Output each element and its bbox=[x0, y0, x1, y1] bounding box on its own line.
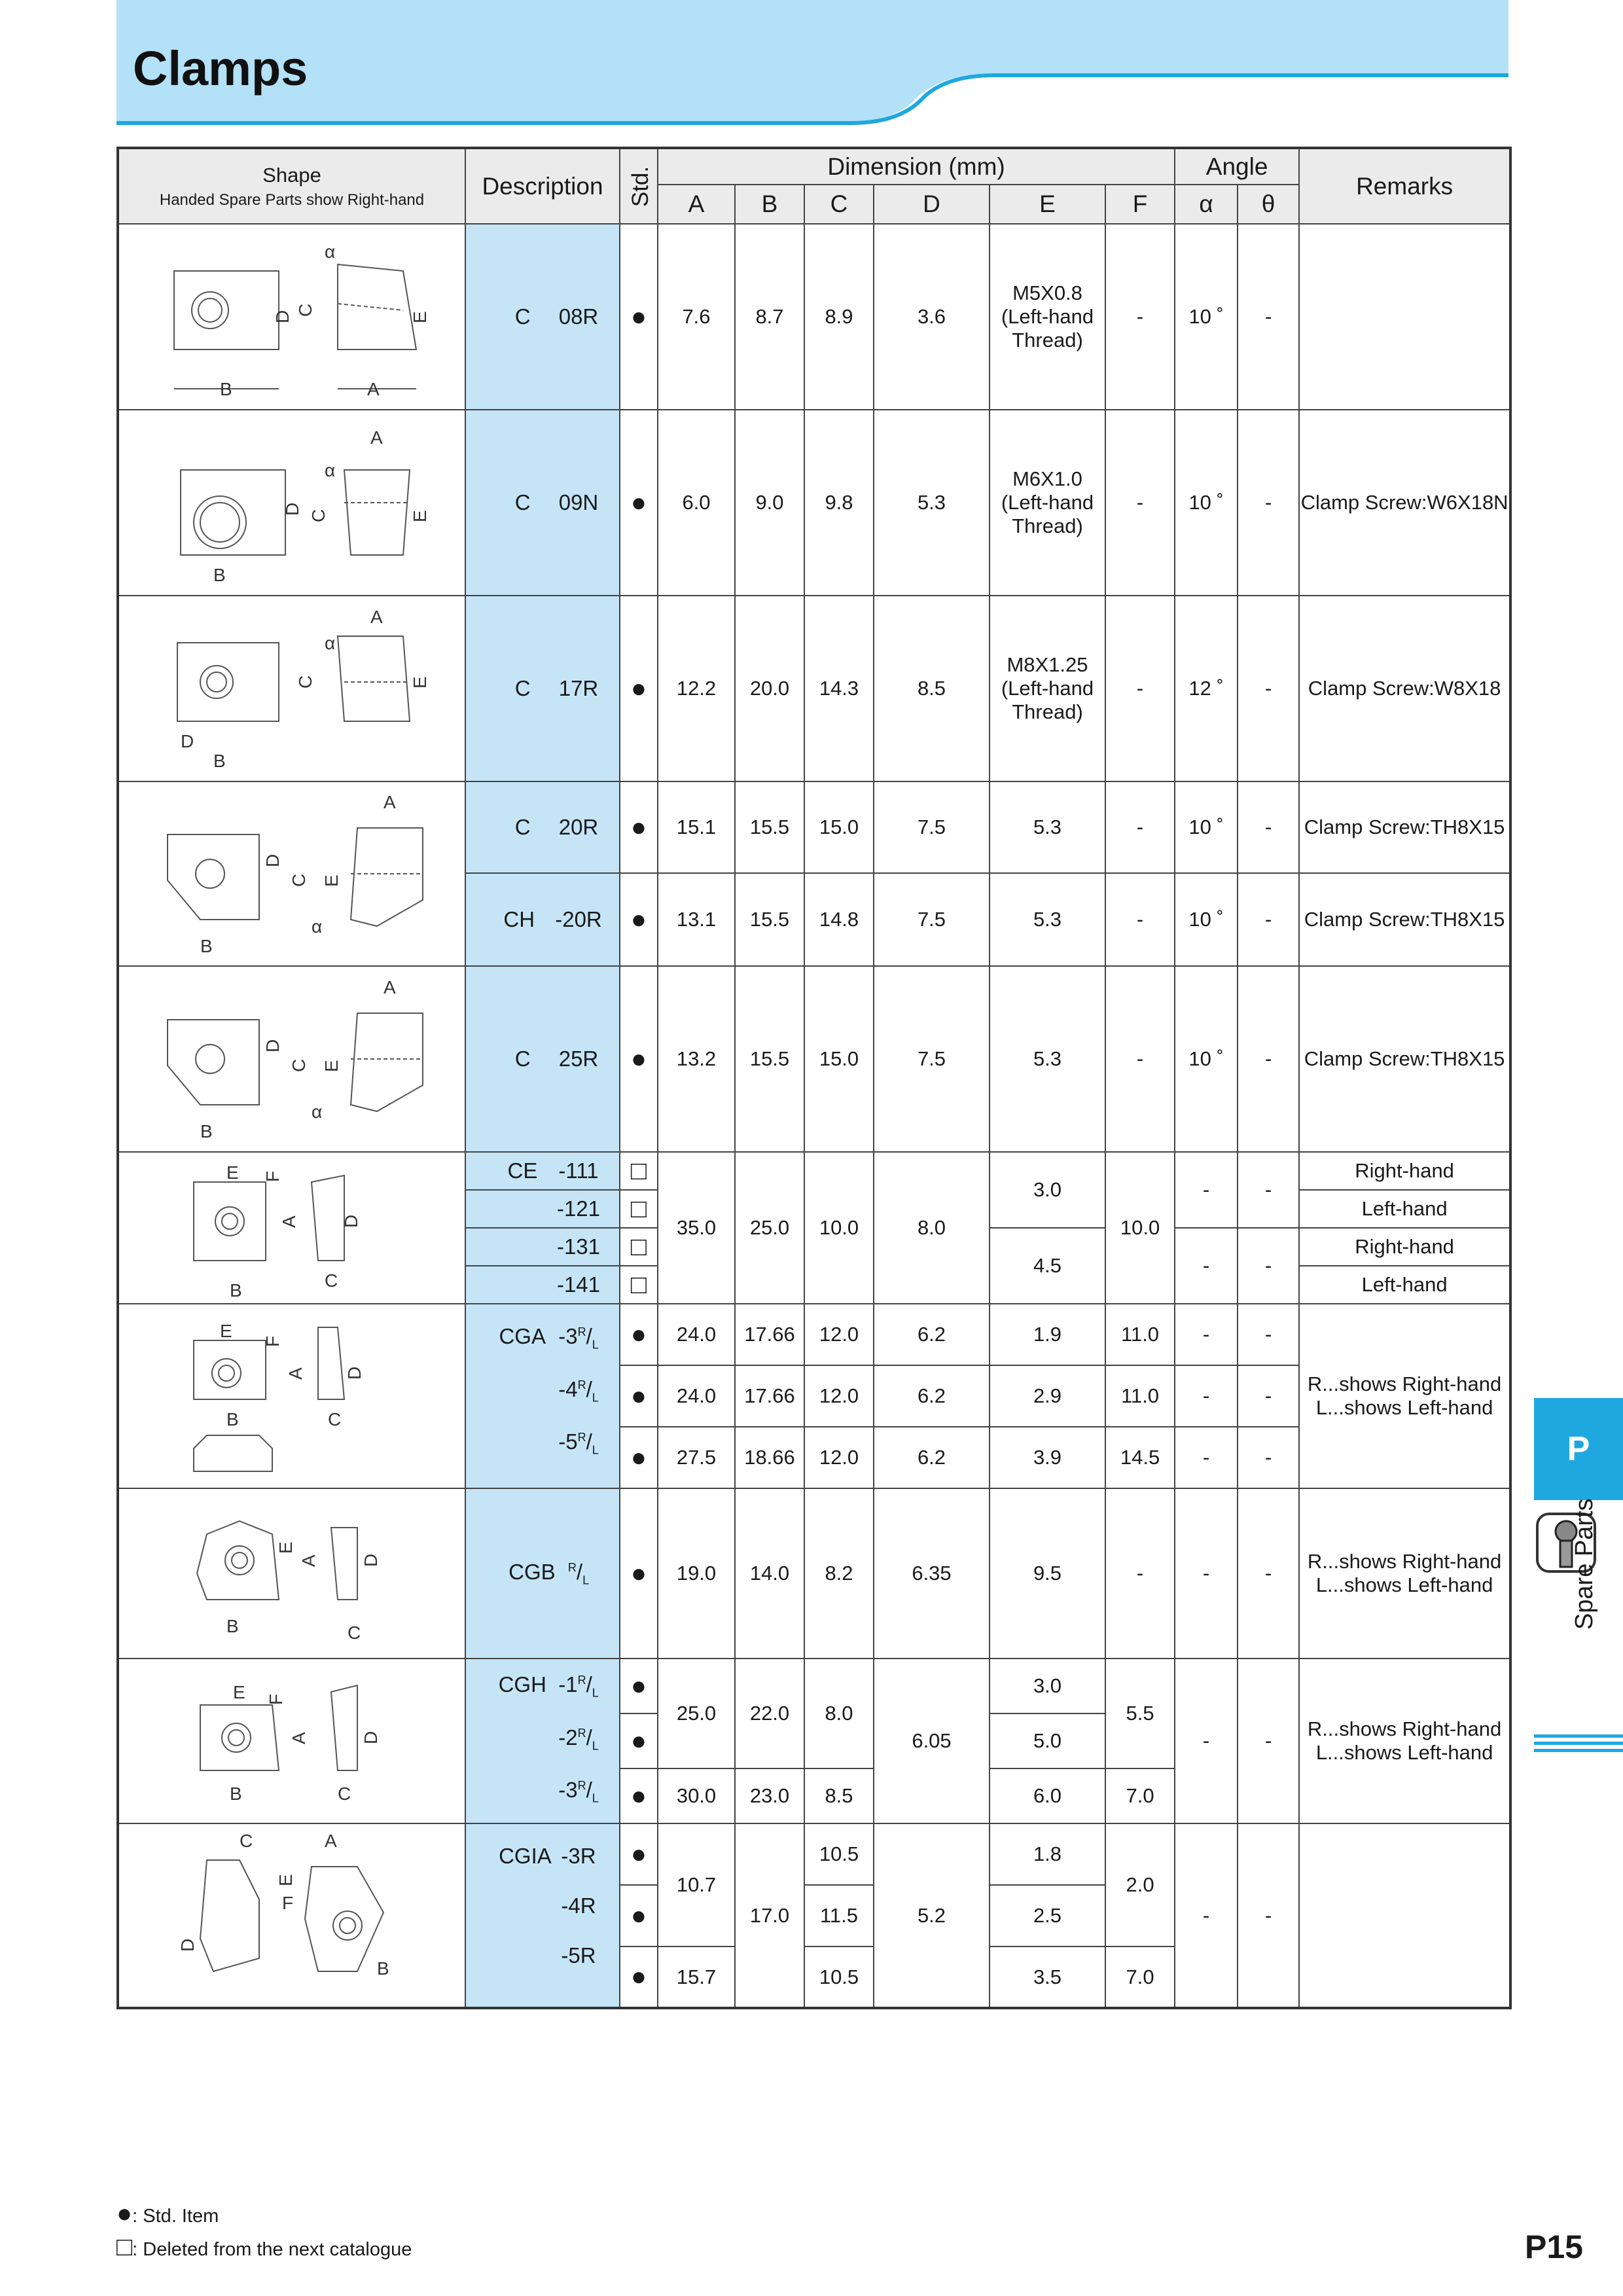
std-mark: ● bbox=[620, 1946, 658, 2008]
cell-d: 6.2 bbox=[874, 1427, 990, 1488]
header-dimension: Dimension (mm) bbox=[658, 148, 1175, 185]
cell-b: 22.0 bbox=[735, 1659, 804, 1768]
svg-text:A: A bbox=[325, 1830, 337, 1851]
cell-b: 17.66 bbox=[735, 1365, 804, 1427]
page-number: P15 bbox=[1525, 2229, 1583, 2265]
cell-remarks: Left-hand bbox=[1299, 1190, 1510, 1228]
cell-alpha: - bbox=[1175, 1365, 1238, 1427]
cell-c: 9.8 bbox=[804, 410, 874, 596]
cell-d: 7.5 bbox=[874, 781, 990, 873]
svg-text:E: E bbox=[233, 1682, 245, 1702]
cell-a: 6.0 bbox=[658, 410, 735, 596]
std-mark: ● bbox=[620, 1365, 658, 1427]
cell-remarks: R...shows Right-hand L...shows Left-hand bbox=[1299, 1304, 1510, 1488]
cell-f: 10.0 bbox=[1105, 1152, 1175, 1304]
cell-c: 8.5 bbox=[804, 1768, 874, 1823]
cell-b: 17.66 bbox=[735, 1304, 804, 1365]
product-code-group: CGH $-1^R/_L$ $-2^R/_L$ $-3^R/_L$ bbox=[465, 1659, 620, 1823]
svg-text:E: E bbox=[410, 676, 430, 689]
cell-b: 17.0 bbox=[735, 1823, 804, 2008]
cell-e: 1.8 bbox=[990, 1823, 1105, 1885]
std-mark: ● bbox=[620, 1427, 658, 1488]
page-title: Clamps bbox=[133, 41, 308, 96]
cell-f: 11.0 bbox=[1105, 1365, 1175, 1427]
section-tab[interactable]: P bbox=[1534, 1398, 1623, 1500]
cell-b: 8.7 bbox=[735, 224, 804, 410]
cell-remarks: Left-hand bbox=[1299, 1266, 1510, 1304]
cell-alpha: 10 ˚ bbox=[1175, 781, 1238, 873]
svg-text:C: C bbox=[338, 1784, 351, 1804]
cell-c: 8.9 bbox=[804, 224, 874, 410]
cell-f: - bbox=[1105, 781, 1175, 873]
cell-a: 15.1 bbox=[658, 781, 735, 873]
product-code: C 08R bbox=[465, 224, 620, 410]
cell-e: 5.3 bbox=[990, 873, 1105, 966]
cell-d: 5.3 bbox=[874, 410, 990, 596]
svg-text:D: D bbox=[181, 731, 194, 751]
cell-theta: - bbox=[1238, 1488, 1299, 1659]
header-std: Std. bbox=[620, 148, 658, 224]
svg-text:B: B bbox=[230, 1280, 242, 1300]
svg-text:E: E bbox=[410, 510, 430, 522]
col-d: D bbox=[874, 185, 990, 224]
clamp-diagram bbox=[118, 781, 465, 966]
std-mark: ● bbox=[620, 1823, 658, 1885]
cell-remarks bbox=[1299, 1823, 1510, 2008]
svg-text:B: B bbox=[213, 751, 226, 771]
cell-theta: - bbox=[1238, 224, 1299, 410]
col-e: E bbox=[990, 185, 1105, 224]
product-code: CE -111 bbox=[465, 1152, 620, 1190]
svg-text:E: E bbox=[276, 1873, 296, 1886]
cell-c: 15.0 bbox=[804, 966, 874, 1152]
cell-theta: - bbox=[1238, 1365, 1299, 1427]
cell-alpha: - bbox=[1175, 1823, 1238, 2008]
cell-alpha: 10 ˚ bbox=[1175, 966, 1238, 1152]
clamp-diagram bbox=[118, 1823, 465, 2008]
std-mark: ● bbox=[620, 966, 658, 1152]
svg-text:A: A bbox=[370, 427, 383, 448]
header-remarks: Remarks bbox=[1299, 148, 1510, 224]
cell-c: 10.5 bbox=[804, 1823, 874, 1885]
legend bbox=[116, 2199, 412, 2266]
svg-text:C: C bbox=[295, 675, 315, 689]
svg-text:B: B bbox=[377, 1958, 389, 1979]
svg-text:F: F bbox=[266, 1693, 286, 1705]
clamp-diagram bbox=[118, 1304, 465, 1488]
cell-d: 6.35 bbox=[874, 1488, 990, 1659]
svg-text:A: A bbox=[298, 1554, 319, 1567]
svg-text:C: C bbox=[295, 303, 315, 317]
cell-b: 23.0 bbox=[735, 1768, 804, 1823]
cell-a: 27.5 bbox=[658, 1427, 735, 1488]
cell-c: 15.0 bbox=[804, 781, 874, 873]
cell-remarks: R...shows Right-hand L...shows Left-hand bbox=[1299, 1659, 1510, 1823]
side-stripes bbox=[1534, 1734, 1623, 1756]
cell-e: 3.5 bbox=[990, 1946, 1105, 2008]
cell-alpha: 12 ˚ bbox=[1175, 596, 1238, 781]
svg-text:D: D bbox=[262, 1039, 283, 1052]
std-mark: ● bbox=[620, 1768, 658, 1823]
svg-text:A: A bbox=[289, 1732, 309, 1744]
svg-text:A: A bbox=[367, 379, 380, 399]
svg-text:α: α bbox=[325, 460, 336, 480]
cell-d: 6.2 bbox=[874, 1365, 990, 1427]
product-code: -141 bbox=[465, 1266, 620, 1304]
product-code: CGB $^R/_L$ bbox=[465, 1488, 620, 1659]
cell-e: 2.9 bbox=[990, 1365, 1105, 1427]
cell-theta: - bbox=[1238, 1823, 1299, 2008]
std-mark: ● bbox=[620, 224, 658, 410]
col-c: C bbox=[804, 185, 874, 224]
cell-b: 20.0 bbox=[735, 596, 804, 781]
std-mark: ● bbox=[620, 596, 658, 781]
cell-c: 12.0 bbox=[804, 1427, 874, 1488]
filled-circle-icon: ● bbox=[116, 2199, 133, 2228]
table-row bbox=[118, 781, 1510, 873]
clamp-diagram bbox=[118, 1659, 465, 1823]
section-label: Spare Parts bbox=[1571, 1498, 1598, 1630]
cell-remarks: Clamp Screw:W8X18 bbox=[1299, 596, 1510, 781]
cell-f: 2.0 bbox=[1105, 1823, 1175, 1946]
cell-theta: - bbox=[1238, 1304, 1299, 1365]
cell-d: 3.6 bbox=[874, 224, 990, 410]
cell-a: 12.2 bbox=[658, 596, 735, 781]
product-code-group: CGA $-3^R/_L$ $-4^R/_L$ $-5^R/_L$ bbox=[465, 1304, 620, 1488]
svg-text:E: E bbox=[321, 874, 342, 887]
cell-d: 6.2 bbox=[874, 1304, 990, 1365]
svg-text:D: D bbox=[344, 1366, 365, 1380]
svg-text:B: B bbox=[226, 1409, 239, 1429]
svg-text:α: α bbox=[325, 242, 336, 262]
cell-f: - bbox=[1105, 873, 1175, 966]
cell-e: 3.0 bbox=[990, 1152, 1105, 1228]
std-mark: ● bbox=[620, 1304, 658, 1365]
cell-e: M5X0.8 (Left-hand Thread) bbox=[990, 224, 1105, 410]
cell-alpha: - bbox=[1175, 1152, 1238, 1228]
cell-e: 4.5 bbox=[990, 1228, 1105, 1304]
cell-a: 24.0 bbox=[658, 1365, 735, 1427]
std-mark: ● bbox=[620, 410, 658, 596]
cell-c: 8.0 bbox=[804, 1659, 874, 1768]
cell-f: - bbox=[1105, 1488, 1175, 1659]
cell-d: 5.2 bbox=[874, 1823, 990, 2008]
svg-text:D: D bbox=[272, 310, 293, 323]
clamp-diagram bbox=[118, 224, 465, 410]
cell-alpha: 10 ˚ bbox=[1175, 873, 1238, 966]
cell-c: 10.0 bbox=[804, 1152, 874, 1304]
cell-theta: - bbox=[1238, 966, 1299, 1152]
cell-a: 25.0 bbox=[658, 1659, 735, 1768]
cell-c: 12.0 bbox=[804, 1365, 874, 1427]
std-mark: ● bbox=[620, 1659, 658, 1713]
header-shape: Shape Handed Spare Parts show Right-hand bbox=[118, 148, 465, 224]
cell-a: 24.0 bbox=[658, 1304, 735, 1365]
cell-f: 7.0 bbox=[1105, 1946, 1175, 2008]
cell-e: 3.9 bbox=[990, 1427, 1105, 1488]
cell-alpha: 10 ˚ bbox=[1175, 224, 1238, 410]
cell-f: 5.5 bbox=[1105, 1659, 1175, 1768]
svg-text:B: B bbox=[230, 1784, 242, 1804]
svg-text:α: α bbox=[312, 916, 323, 937]
deleted-mark: □ bbox=[620, 1152, 658, 1190]
svg-text:E: E bbox=[276, 1541, 296, 1554]
cell-b: 14.0 bbox=[735, 1488, 804, 1659]
col-a: A bbox=[658, 185, 735, 224]
cell-remarks: Clamp Screw:TH8X15 bbox=[1299, 873, 1510, 966]
svg-text:A: A bbox=[370, 607, 383, 627]
col-f: F bbox=[1105, 185, 1175, 224]
std-mark: ● bbox=[620, 873, 658, 966]
table-row bbox=[118, 410, 1510, 596]
table-row bbox=[118, 224, 1510, 410]
cell-e: M6X1.0 (Left-hand Thread) bbox=[990, 410, 1105, 596]
svg-text:D: D bbox=[262, 853, 283, 867]
svg-text:B: B bbox=[220, 379, 232, 399]
svg-text:A: A bbox=[383, 792, 396, 812]
product-code-group: CGIA -3R -4R -5R bbox=[465, 1823, 620, 2008]
svg-text:D: D bbox=[341, 1214, 361, 1228]
clamp-diagram bbox=[118, 1488, 465, 1659]
col-alpha: α bbox=[1175, 185, 1238, 224]
cell-d: 7.5 bbox=[874, 966, 990, 1152]
table-row bbox=[118, 1304, 1510, 1365]
cell-remarks: Clamp Screw:TH8X15 bbox=[1299, 781, 1510, 873]
product-code: -131 bbox=[465, 1228, 620, 1266]
product-code: -121 bbox=[465, 1190, 620, 1228]
deleted-mark: □ bbox=[620, 1266, 658, 1304]
product-code: CH -20R bbox=[465, 873, 620, 966]
cell-theta: - bbox=[1238, 1228, 1299, 1304]
cell-e: 2.5 bbox=[990, 1885, 1105, 1946]
cell-e: 6.0 bbox=[990, 1768, 1105, 1823]
cell-theta: - bbox=[1238, 410, 1299, 596]
cell-theta: - bbox=[1238, 1152, 1299, 1228]
table-row bbox=[118, 1659, 1510, 1713]
cell-d: 6.05 bbox=[874, 1659, 990, 1823]
cell-f: - bbox=[1105, 410, 1175, 596]
cell-a: 13.2 bbox=[658, 966, 735, 1152]
cell-a: 13.1 bbox=[658, 873, 735, 966]
std-mark: ● bbox=[620, 1885, 658, 1946]
product-code: C 20R bbox=[465, 781, 620, 873]
product-code: C 25R bbox=[465, 966, 620, 1152]
cell-remarks bbox=[1299, 224, 1510, 410]
cell-c: 12.0 bbox=[804, 1304, 874, 1365]
cell-c: 8.2 bbox=[804, 1488, 874, 1659]
cell-remarks: R...shows Right-hand L...shows Left-hand bbox=[1299, 1488, 1510, 1659]
clamp-diagram bbox=[118, 966, 465, 1152]
svg-text:F: F bbox=[262, 1335, 283, 1347]
table-row bbox=[118, 1823, 1510, 1885]
cell-d: 7.5 bbox=[874, 873, 990, 966]
std-mark: ● bbox=[620, 1713, 658, 1768]
product-code: C 17R bbox=[465, 596, 620, 781]
header-description: Description bbox=[465, 148, 620, 224]
deleted-mark: □ bbox=[620, 1190, 658, 1228]
svg-text:D: D bbox=[282, 502, 302, 516]
cell-b: 9.0 bbox=[735, 410, 804, 596]
table-row bbox=[118, 966, 1510, 1152]
svg-text:C: C bbox=[348, 1623, 361, 1643]
cell-e: 9.5 bbox=[990, 1488, 1105, 1659]
cell-alpha: - bbox=[1175, 1427, 1238, 1488]
svg-text:A: A bbox=[279, 1215, 299, 1228]
cell-theta: - bbox=[1238, 596, 1299, 781]
cell-f: - bbox=[1105, 966, 1175, 1152]
cell-d: 8.5 bbox=[874, 596, 990, 781]
svg-text:A: A bbox=[383, 977, 396, 997]
cell-alpha: - bbox=[1175, 1304, 1238, 1365]
cell-f: 7.0 bbox=[1105, 1768, 1175, 1823]
cell-c: 10.5 bbox=[804, 1946, 874, 2008]
col-theta: θ bbox=[1238, 185, 1299, 224]
table-row bbox=[118, 1152, 1510, 1190]
cell-b: 15.5 bbox=[735, 966, 804, 1152]
svg-text:F: F bbox=[282, 1892, 294, 1913]
cell-alpha: - bbox=[1175, 1488, 1238, 1659]
cell-a: 30.0 bbox=[658, 1768, 735, 1823]
cell-b: 15.5 bbox=[735, 873, 804, 966]
std-mark: ● bbox=[620, 1488, 658, 1659]
svg-text:D: D bbox=[361, 1731, 381, 1744]
cell-c: 14.8 bbox=[804, 873, 874, 966]
clamp-diagram bbox=[118, 596, 465, 781]
cell-b: 15.5 bbox=[735, 781, 804, 873]
cell-remarks: Right-hand bbox=[1299, 1152, 1510, 1190]
cell-e: 5.3 bbox=[990, 781, 1105, 873]
cell-alpha: 10 ˚ bbox=[1175, 410, 1238, 596]
legend-std: ●: Std. Item bbox=[116, 2199, 219, 2228]
cell-remarks: Right-hand bbox=[1299, 1228, 1510, 1266]
svg-text:C: C bbox=[325, 1270, 338, 1291]
cell-f: 14.5 bbox=[1105, 1427, 1175, 1488]
cell-a: 15.7 bbox=[658, 1946, 735, 2008]
svg-text:C: C bbox=[328, 1409, 342, 1429]
legend-deleted: □: Deleted from the next catalogue bbox=[116, 2233, 412, 2261]
cell-b: 18.66 bbox=[735, 1427, 804, 1488]
svg-text:C: C bbox=[289, 1058, 309, 1072]
svg-text:B: B bbox=[226, 1616, 239, 1636]
empty-square-icon: □ bbox=[116, 2233, 133, 2261]
deleted-mark: □ bbox=[620, 1228, 658, 1266]
col-b: B bbox=[735, 185, 804, 224]
svg-text:D: D bbox=[361, 1553, 381, 1567]
cell-f: - bbox=[1105, 596, 1175, 781]
svg-text:E: E bbox=[226, 1162, 239, 1183]
svg-text:B: B bbox=[213, 565, 226, 585]
cell-f: - bbox=[1105, 224, 1175, 410]
svg-text:C: C bbox=[308, 509, 329, 522]
cell-c: 14.3 bbox=[804, 596, 874, 781]
cell-b: 25.0 bbox=[735, 1152, 804, 1304]
cell-e: 1.9 bbox=[990, 1304, 1105, 1365]
svg-text:C: C bbox=[289, 873, 309, 887]
cell-theta: - bbox=[1238, 1659, 1299, 1823]
svg-text:α: α bbox=[312, 1102, 323, 1122]
svg-text:B: B bbox=[200, 1121, 213, 1141]
svg-text:E: E bbox=[410, 311, 430, 323]
cell-theta: - bbox=[1238, 781, 1299, 873]
svg-text:C: C bbox=[240, 1830, 253, 1851]
cell-theta: - bbox=[1238, 873, 1299, 966]
cell-remarks: Clamp Screw:TH8X15 bbox=[1299, 966, 1510, 1152]
svg-text:B: B bbox=[200, 936, 213, 956]
cell-e: M8X1.25 (Left-hand Thread) bbox=[990, 596, 1105, 781]
cell-f: 11.0 bbox=[1105, 1304, 1175, 1365]
cell-e: 3.0 bbox=[990, 1659, 1105, 1713]
cell-a: 19.0 bbox=[658, 1488, 735, 1659]
cell-alpha: - bbox=[1175, 1659, 1238, 1823]
table-row bbox=[118, 596, 1510, 781]
cell-a: 10.7 bbox=[658, 1823, 735, 1946]
table-row bbox=[118, 1488, 1510, 1659]
std-mark: ● bbox=[620, 781, 658, 873]
cell-alpha: - bbox=[1175, 1228, 1238, 1304]
cell-a: 7.6 bbox=[658, 224, 735, 410]
clamps-table bbox=[116, 147, 1512, 2009]
svg-text:α: α bbox=[325, 633, 336, 653]
cell-e: 5.3 bbox=[990, 966, 1105, 1152]
svg-text:D: D bbox=[177, 1938, 198, 1952]
clamp-diagram bbox=[118, 410, 465, 596]
clamp-diagram bbox=[118, 1152, 465, 1304]
cell-e: 5.0 bbox=[990, 1713, 1105, 1768]
cell-a: 35.0 bbox=[658, 1152, 735, 1304]
cell-d: 8.0 bbox=[874, 1152, 990, 1304]
cell-theta: - bbox=[1238, 1427, 1299, 1488]
cell-c: 11.5 bbox=[804, 1885, 874, 1946]
svg-text:F: F bbox=[262, 1170, 283, 1182]
svg-text:E: E bbox=[220, 1321, 232, 1341]
svg-text:A: A bbox=[285, 1367, 306, 1380]
header-angle: Angle bbox=[1175, 148, 1299, 185]
product-code: C 09N bbox=[465, 410, 620, 596]
svg-text:E: E bbox=[321, 1060, 342, 1072]
cell-remarks: Clamp Screw:W6X18N bbox=[1299, 410, 1510, 596]
